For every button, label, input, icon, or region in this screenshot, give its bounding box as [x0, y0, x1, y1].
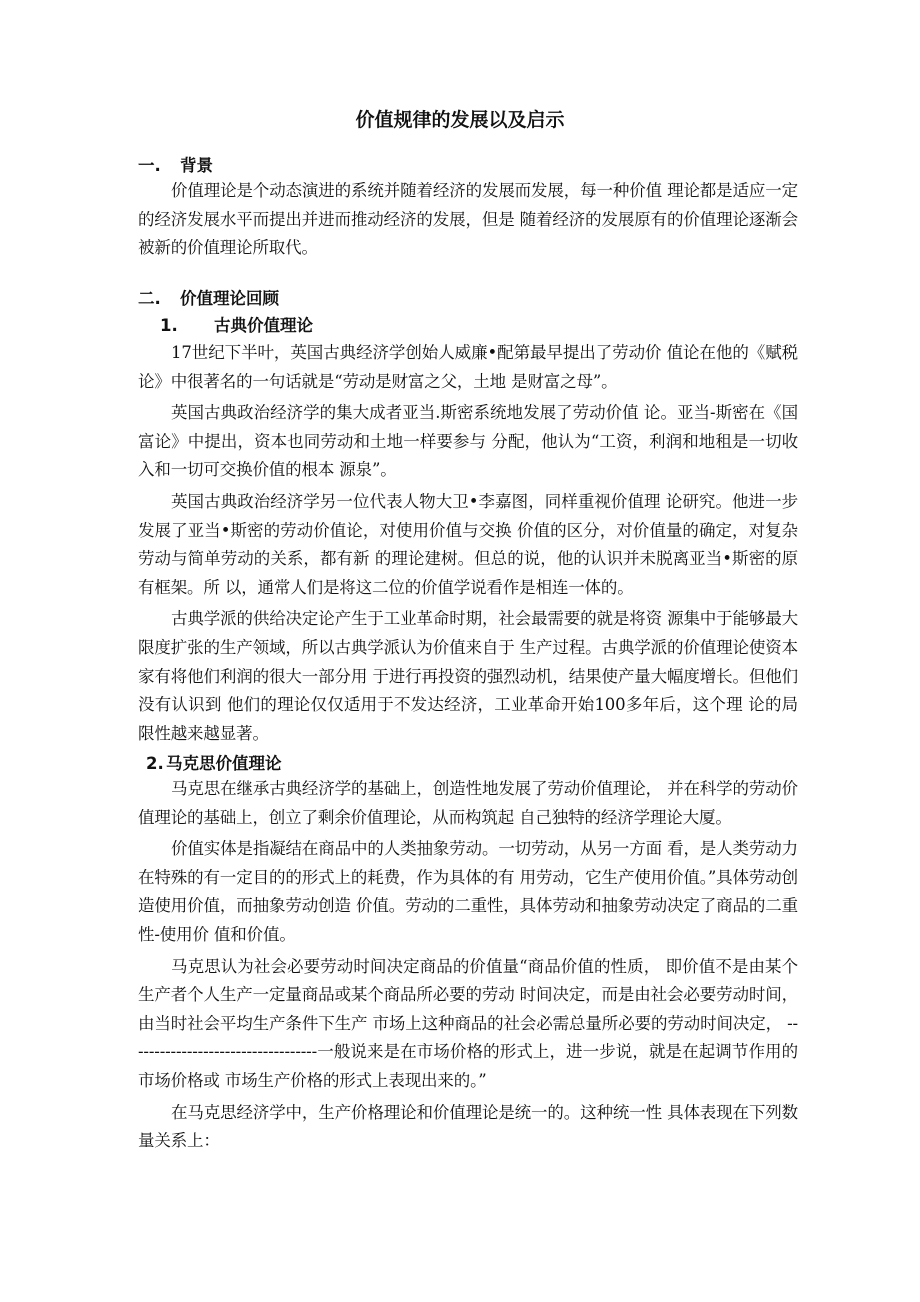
paragraph: 在马克思经济学中，生产价格理论和价值理论是统一的。这种统一性 具体表现在下列数量关系上：	[138, 1102, 798, 1151]
section-number: 一.	[138, 156, 161, 175]
section-heading-background	[138, 153, 213, 179]
paragraph: 马克思认为社会必要劳动时间决定商品的价值量“商品价值的性质， 即价值不是由某个生产者个人生产一定量商品或某个商品所必要的劳动 时间决定，而是由社会必要劳动时间，由当时社会平均生产条件下生产 市场上这种商品的社会必需总量所必要的劳动时间决定， -----------------------------------一般说来是在市场价格的形式上，进一步说，就是在起调节作用的市场价格或 市场生产价格的形式上表现出来的。”	[138, 956, 798, 1090]
paragraph: 英国古典政治经济学另一位代表人物大卫•李嘉图，同样重视价值理 论研究。他进一步发展了亚当•斯密的劳动价值论，对使用价值与交换 价值的区分，对价值量的确定，对复杂劳动与简单劳动的关系，都有新 的理论建树。但总的说，他的认识并未脱离亚当•斯密的原有框架。所 以，通常人们是将这二位的价值学说看作是相连一体的。	[138, 491, 798, 597]
subsection-number: 2.	[146, 754, 164, 773]
paragraph: 马克思在继承古典经济学的基础上，创造性地发展了劳动价值理论， 并在科学的劳动价值理论的基础上，创立了剩余价值理论，从而构筑起 自己独特的经济学理论大厦。	[138, 779, 798, 827]
subsection-body-marx	[138, 775, 798, 1156]
subsection-heading-marx	[146, 751, 282, 777]
page-title: 价值规律的发展以及启示	[355, 109, 565, 131]
paragraph: 17世纪下半叶，英国古典经济学创始人威廉•配第最早提出了劳动价 值论在他的《赋税论》中很著名的一句话就是“劳动是财富之父，土地 是财富之母”。	[138, 343, 798, 391]
section-title: 背景	[180, 156, 213, 175]
section-title: 价值理论回顾	[180, 289, 279, 308]
subsection-body-classical	[138, 339, 798, 748]
paragraph: 英国古典政治经济学的集大成者亚当.斯密系统地发展了劳动价值 论。亚当-斯密在《国富论》中提出，资本也同劳动和土地一样要参与 分配，他认为“工资，利润和地租是一切收入和一切可交换价值的根本 源泉”。	[138, 403, 798, 480]
subsection-title: 古典价值理论	[214, 316, 313, 335]
paragraph: 价值理论是个动态演进的系统并随着经济的发展而发展，每一种价值 理论都是适应一定的经济发展水平而提出并进而推动经济的发展，但是 随着经济的发展原有的价值理论逐渐会被新的价值理论所取代。	[138, 181, 798, 258]
section-body-background	[138, 177, 798, 263]
section-number: 二.	[138, 289, 161, 308]
subsection-heading-classical	[160, 313, 313, 339]
subsection-title: 马克思价值理论	[166, 754, 282, 773]
paragraph: 价值实体是指凝结在商品中的人类抽象劳动。一切劳动，从另一方面 看，是人类劳动力在特殊的有一定目的的形式上的耗费，作为具体的有 用劳动，它生产使用价值。”具体劳动创造使用价值，而抽象劳动创造 价值。劳动的二重性，具体劳动和抽象劳动决定了商品的二重性-使用价 值和价值。	[138, 839, 798, 944]
subsection-number: 1.	[160, 316, 178, 335]
paragraph: 古典学派的供给决定论产生于工业革命时期，社会最需要的就是将资 源集中于能够最大限度扩张的生产领域，所以古典学派认为价值来自于 生产过程。古典学派的价值理论使资本家有将他们利润的很大一部分用 于进行再投资的强烈动机，结果使产量大幅度增长。但他们没有认识到 他们的理论仅仅适用于不发达经济，工业革命开始100多年后，这个理 论的局限性越来越显著。	[138, 609, 798, 743]
section-heading-review	[138, 286, 279, 312]
